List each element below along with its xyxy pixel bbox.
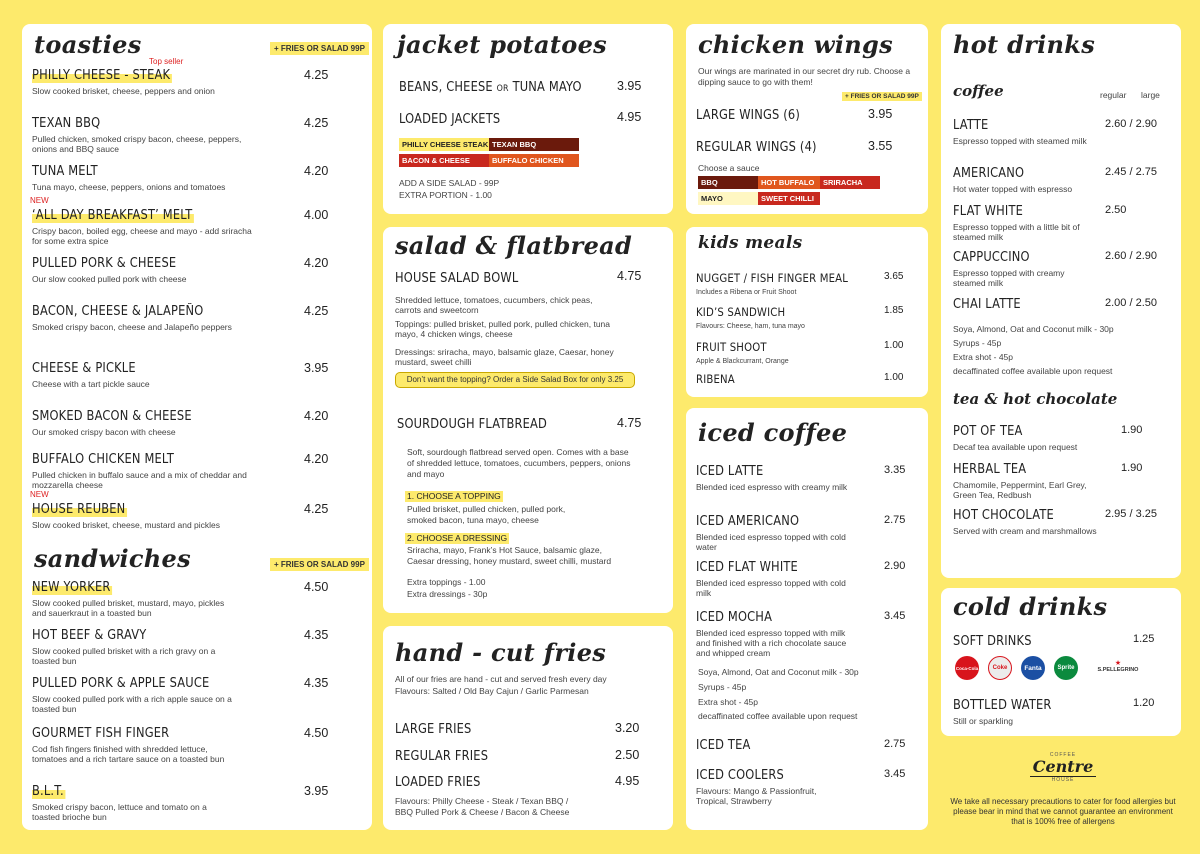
item-name: ICED AMERICANO (696, 514, 800, 529)
item-name: AMERICANO (953, 166, 1025, 181)
item-desc: Cheese with a tart pickle sauce (32, 379, 150, 389)
toasties-title: toasties (34, 30, 142, 59)
regular-label: regular (1100, 90, 1127, 100)
item-name: FRUIT SHOOT (696, 340, 767, 354)
item-name: BEANS, CHEESE OR TUNA MAYO (399, 80, 582, 95)
menu-item (32, 782, 232, 822)
menu-item (32, 206, 262, 246)
item-desc: Espresso topped with steamed milk (953, 136, 1087, 146)
salad-title: salad & flatbread (395, 231, 633, 260)
pellegrino-logo: ★ S.PELLEGRINO (1087, 660, 1149, 676)
item-price: 1.90 (1121, 462, 1143, 474)
item-price: 2.75 (884, 738, 906, 750)
menu-item-flatbread (397, 415, 567, 433)
item-name: CHAI LATTE (953, 297, 1021, 312)
item-name: KID’S SANDWICH (696, 305, 786, 319)
toasties-fries-badge: + FRIES OR SALAD 99P (270, 42, 369, 55)
menu-item (32, 254, 262, 284)
item-name: REGULAR WINGS (4) (696, 140, 817, 155)
menu-item (696, 138, 866, 156)
menu-item (32, 724, 232, 764)
extra-portion-note: EXTRA PORTION - 1.00 (399, 190, 492, 200)
item-price: 2.45 / 2.75 (1105, 166, 1157, 178)
item-price: 4.95 (615, 774, 640, 788)
item-desc: Cod fish fingers finished with shredded lettuce, tomatoes and a rich tartare sauce on a toasted bun (32, 744, 225, 764)
step-dressing-label: 2. CHOOSE A DRESSING (407, 533, 508, 543)
item-price: 4.25 (304, 304, 329, 318)
item-name: HOUSE SALAD BOWL (395, 271, 519, 286)
chicken-wings-card (686, 24, 928, 214)
new-tag-reuben: NEW (30, 490, 49, 499)
item-price: 2.00 / 2.50 (1105, 297, 1157, 309)
item-price: 4.25 (304, 68, 329, 82)
menu-item (32, 162, 262, 192)
item-name: HOT BEEF & GRAVY (32, 628, 147, 643)
sauce-sweet-chilli: SWEET CHILLI (758, 192, 820, 205)
item-price: 3.95 (868, 107, 893, 121)
iced-coffee-card (686, 408, 928, 830)
item-price: 1.00 (884, 372, 904, 383)
item-name: HOT CHOCOLATE (953, 508, 1054, 523)
step-topping-desc: Pulled brisket, pulled chicken, pulled pork, smoked bacon, tuna mayo, cheese (407, 504, 566, 525)
item-desc: Our smoked crispy bacon with cheese (32, 427, 176, 437)
hot-decaf-note: decaffinated coffee available upon request (953, 366, 1113, 376)
iced-milk-note: Soya, Almond, Oat and Coconut milk - 30p (698, 667, 859, 677)
menu-item (32, 450, 262, 490)
item-price: 1.25 (1133, 633, 1155, 645)
item-desc: Blended iced espresso topped with cold water (696, 532, 846, 552)
cold-drinks-card (941, 588, 1181, 736)
item-price: 3.35 (884, 464, 906, 476)
item-price: 1.20 (1133, 697, 1155, 709)
item-desc: Shredded lettuce, tomatoes, cucumbers, chick peas, carrots and sweetcorn (395, 295, 593, 315)
item-name: HOUSE REUBEN (32, 502, 126, 517)
menu-item (696, 106, 866, 124)
menu-item (395, 773, 595, 791)
wings-fries-badge: + FRIES OR SALAD 99P (842, 92, 922, 101)
menu-item (395, 720, 595, 738)
item-desc: Slow cooked pulled brisket, mustard, mayo, pickles and sauerkraut in a toasted bun (32, 598, 225, 618)
item-price: 2.90 (884, 560, 906, 572)
iced-decaf-note: decaffinated coffee available upon request (698, 711, 858, 721)
side-salad-note: ADD A SIDE SALAD - 99P (399, 178, 500, 188)
item-price: 3.20 (615, 721, 640, 735)
item-name: TUNA MELT (32, 164, 98, 179)
item-name: PULLED PORK & CHEESE (32, 256, 177, 271)
kids-meals-card (686, 227, 928, 397)
menu-item (696, 608, 856, 658)
item-desc: Espresso topped with a little bit of steamed milk (953, 222, 1080, 242)
toasties-card (22, 24, 372, 830)
wings-intro: Our wings are marinated in our secret dry rub. Choose a dipping sauce to go with them! (698, 66, 911, 87)
loaded-fries-desc: Flavours: Philly Cheese - Steak / Texan BBQ / BBQ Pulled Pork & Cheese / Bacon & Cheese (395, 796, 570, 817)
iced-syrups-note: Syrups - 45p (698, 682, 747, 692)
item-price: 3.95 (304, 784, 329, 798)
item-price: 4.20 (304, 164, 329, 178)
fanta-logo: Fanta (1021, 656, 1045, 680)
item-desc: Smoked crispy bacon, lettuce and tomato on a toasted brioche bun (32, 802, 207, 822)
menu-item-iced-tea (696, 736, 758, 754)
item-name: GOURMET FISH FINGER (32, 726, 170, 741)
hot-syrups-note: Syrups - 45p (953, 338, 1002, 348)
item-price: 2.60 / 2.90 (1105, 250, 1157, 262)
item-name: CHEESE & PICKLE (32, 361, 136, 376)
pellegrino-text: S.PELLEGRINO (1097, 667, 1139, 673)
menu-item (32, 302, 262, 332)
item-price: 4.25 (304, 502, 329, 516)
kids-title: kids meals (698, 233, 803, 253)
item-price: 4.20 (304, 256, 329, 270)
item-name: SMOKED BACON & CHEESE (32, 409, 192, 424)
item-name: REGULAR FRIES (395, 749, 489, 764)
new-tag-breakfast: NEW (30, 196, 49, 205)
logo-bottom-text: HOUSE (1051, 777, 1075, 783)
logo-top-text: COFFEE (1049, 752, 1077, 758)
menu-item-house-salad (395, 269, 615, 367)
item-name: LOADED FRIES (395, 775, 481, 790)
fries-card (383, 626, 673, 830)
item-price: 1.85 (884, 305, 904, 316)
sandwiches-title: sandwiches (34, 544, 191, 573)
item-price: 4.35 (304, 628, 329, 642)
item-price: 2.50 (1105, 204, 1127, 216)
menu-item (32, 674, 232, 714)
logo-name: Centre (1030, 758, 1096, 777)
menu-item (696, 558, 856, 598)
item-desc: Flavours: Cheese, ham, tuna mayo (696, 323, 805, 330)
sandwiches-fries-badge: + FRIES OR SALAD 99P (270, 558, 369, 571)
item-price: 4.35 (304, 676, 329, 690)
menu-item (953, 295, 1093, 313)
menu-item (953, 422, 1103, 452)
item-desc: Tuna mayo, cheese, peppers, onions and tomatoes (32, 182, 226, 192)
item-desc: Pulled chicken in buffalo sauce and a mix of cheddar and mozzarella cheese (32, 470, 247, 490)
item-name: LATTE (953, 118, 989, 133)
item-desc: Blended iced espresso topped with cold milk (696, 578, 846, 598)
sauce-sriracha: SRIRACHA (820, 176, 880, 189)
item-name: ICED MOCHA (696, 610, 773, 625)
item-name: ‘ALL DAY BREAKFAST’ MELT (32, 208, 193, 223)
sauce-label: Choose a sauce (698, 163, 760, 173)
coffee-centre-logo (1030, 752, 1096, 796)
item-price: 1.90 (1121, 424, 1143, 436)
item-price: 3.65 (884, 271, 904, 282)
item-price: 4.75 (617, 269, 642, 283)
item-price: 3.55 (868, 139, 893, 153)
item-price: 2.95 / 3.25 (1105, 508, 1157, 520)
item-price: 4.20 (304, 452, 329, 466)
fries-title: hand - cut fries (395, 638, 607, 667)
item-price: 4.50 (304, 726, 329, 740)
extra-toppings: Extra toppings - 1.00 (407, 577, 486, 587)
item-desc: Chamomile, Peppermint, Earl Grey, Green Tea, Redbush (953, 480, 1087, 500)
item-name: LOADED JACKETS (399, 112, 501, 127)
step-topping-label: 1. CHOOSE A TOPPING (407, 491, 501, 501)
item-name: SOURDOUGH FLATBREAD (397, 417, 548, 432)
menu-item (395, 747, 595, 765)
toppings-desc: Toppings: pulled brisket, pulled pork, pulled chicken, tuna mayo, 4 chicken wings, cheese (395, 319, 610, 339)
tea-subtitle: tea & hot chocolate (953, 390, 1118, 408)
extra-dressings: Extra dressings - 30p (407, 589, 488, 599)
item-desc: Slow cooked brisket, cheese, peppers and onion (32, 86, 215, 96)
item-desc: Served with cream and marshmallows (953, 526, 1097, 536)
coffee-subtitle: coffee (953, 82, 1004, 100)
cold-title: cold drinks (953, 592, 1108, 621)
item-desc: Decaf tea available upon request (953, 442, 1078, 452)
item-desc: Crispy bacon, boiled egg, cheese and mayo - add sriracha for some extra spice (32, 226, 252, 246)
item-name: ICED FLAT WHITE (696, 560, 798, 575)
menu-item (696, 462, 856, 492)
item-name: BUFFALO CHICKEN MELT (32, 452, 175, 467)
sauce-hot-buffalo: HOT BUFFALO (758, 176, 820, 189)
item-name: LARGE WINGS (6) (696, 108, 800, 123)
jacket-title: jacket potatoes (397, 30, 607, 59)
top-seller-tag: Top seller (149, 57, 184, 66)
sauce-mayo: MAYO (698, 192, 758, 205)
item-name: FLAT WHITE (953, 204, 1024, 219)
item-price: 3.45 (884, 610, 906, 622)
item-desc: Flavours: Mango & Passionfruit, Tropical, Strawberry (696, 786, 817, 806)
item-name: ICED LATTE (696, 464, 764, 479)
step-dressing-desc: Sriracha, mayo, Frank’s Hot Sauce, balsamic glaze, Caesar dressing, honey mustard, sweet chilli, mustard (407, 545, 612, 566)
item-price: 4.25 (304, 116, 329, 130)
hot-title: hot drinks (953, 30, 1096, 59)
item-name: B.L.T. (32, 784, 64, 799)
item-price: 4.75 (617, 416, 642, 430)
menu-item-beans-cheese (399, 78, 607, 96)
wings-title: chicken wings (698, 30, 893, 59)
menu-item (696, 338, 876, 367)
item-name: SOFT DRINKS (953, 634, 1032, 649)
item-name: ICED COOLERS (696, 768, 784, 783)
iced-title: iced coffee (698, 418, 848, 447)
item-price: 4.50 (304, 580, 329, 594)
dressings-desc: Dressings: sriracha, mayo, balsamic glaze, Caesar, honey mustard, sweet chilli (395, 347, 614, 367)
item-name: CAPPUCCINO (953, 250, 1030, 265)
flatbread-desc: Soft, sourdough flatbread served open. Comes with a base of shredded lettuce, tomatoes, cucumbers, peppers, onions and mayo (407, 447, 631, 479)
menu-item (953, 116, 1093, 146)
menu-item (953, 248, 1093, 288)
item-price: 4.00 (304, 208, 329, 222)
item-desc: Slow cooked pulled brisket with a rich gravy on a toasted bun (32, 646, 216, 666)
menu-item (953, 202, 1093, 242)
menu-item-soft-drinks (953, 632, 1042, 650)
menu-item (696, 512, 856, 552)
item-name: NUGGET / FISH FINGER MEAL (696, 271, 849, 285)
item-desc: Espresso topped with creamy steamed milk (953, 268, 1065, 288)
item-name: NEW YORKER (32, 580, 111, 595)
fries-intro: All of our fries are hand - cut and served fresh every day (395, 674, 607, 684)
sauce-bbq: BBQ (698, 176, 758, 189)
item-name: BACON, CHEESE & JALAPEÑO (32, 304, 204, 319)
chip-philly: PHILLY CHEESE STEAK (399, 138, 489, 151)
menu-item-loaded-jackets (399, 110, 514, 128)
salad-flatbread-card (383, 227, 673, 613)
chip-buffalo: BUFFALO CHICKEN (489, 154, 579, 167)
item-desc: Our slow cooked pulled pork with cheese (32, 274, 187, 284)
menu-item (32, 578, 232, 618)
menu-item-iced-coolers (696, 766, 846, 806)
menu-item (696, 303, 876, 332)
item-price: 2.60 / 2.90 (1105, 118, 1157, 130)
menu-item-bottled-water (953, 696, 1065, 726)
item-name: PULLED PORK & APPLE SAUCE (32, 676, 210, 691)
item-desc: Hot water topped with espresso (953, 184, 1073, 194)
item-name: BOTTLED WATER (953, 698, 1052, 713)
menu-item (32, 114, 262, 154)
menu-item (32, 66, 262, 96)
hot-milk-note: Soya, Almond, Oat and Coconut milk - 30p (953, 324, 1114, 334)
item-name: HERBAL TEA (953, 462, 1027, 477)
allergy-notice: We take all necessary precautions to cater for food allergies but please bear in mind that we cannot guarantee an environment that is 100% free of allergens (950, 797, 1176, 826)
item-desc: Slow cooked pulled pork with a rich apple sauce on a toasted bun (32, 694, 232, 714)
menu-item (32, 407, 262, 437)
coca-cola-logo: Coca-Cola (955, 656, 979, 680)
item-price: 2.75 (884, 514, 906, 526)
item-price: 4.20 (304, 409, 329, 423)
item-price: 4.95 (617, 110, 642, 124)
item-name: POT OF TEA (953, 424, 1023, 439)
item-name: LARGE FRIES (395, 722, 472, 737)
item-name: ICED TEA (696, 738, 751, 753)
item-desc: Apple & Blackcurrant, Orange (696, 358, 789, 365)
menu-item (953, 164, 1093, 194)
side-salad-box-note: Don’t want the topping? Order a Side Salad Box for only 3.25 (395, 372, 635, 388)
item-desc: Blended iced espresso with creamy milk (696, 482, 848, 492)
jacket-potatoes-card (383, 24, 673, 214)
item-name: TEXAN BBQ (32, 116, 101, 131)
menu-item (696, 370, 876, 388)
item-price: 3.95 (304, 361, 329, 375)
fries-flavours: Flavours: Salted / Old Bay Cajun / Garlic Parmesan (395, 686, 589, 696)
sprite-logo: Sprite (1054, 656, 1078, 680)
hot-drinks-card (941, 24, 1181, 578)
hot-shot-note: Extra shot - 45p (953, 352, 1014, 362)
item-desc: Smoked crispy bacon, cheese and Jalapeño peppers (32, 322, 232, 332)
menu-item (953, 460, 1103, 500)
item-price: 2.50 (615, 748, 640, 762)
large-label: large (1141, 90, 1160, 100)
item-desc: Still or sparkling (953, 716, 1013, 726)
item-desc: Slow cooked brisket, cheese, mustard and pickles (32, 520, 221, 530)
coke-zero-logo: Coke (988, 656, 1012, 680)
chip-texan: TEXAN BBQ (489, 138, 579, 151)
item-price: 3.95 (617, 79, 642, 93)
item-desc: Includes a Ribena or Fruit Shoot (696, 289, 797, 296)
item-desc: Blended iced espresso topped with milk and finished with a rich chocolate sauce and whipped cream (696, 628, 847, 658)
menu-item (696, 269, 876, 298)
menu-item (32, 500, 262, 530)
iced-shot-note: Extra shot - 45p (698, 697, 759, 707)
item-name: PHILLY CHEESE - STEAK (32, 68, 171, 83)
menu-item (953, 506, 1103, 536)
item-name: RIBENA (696, 372, 735, 386)
item-price: 1.00 (884, 340, 904, 351)
item-desc: Pulled chicken, smoked crispy bacon, cheese, peppers, onions and BBQ sauce (32, 134, 242, 154)
menu-item (32, 626, 232, 666)
chip-bacon: BACON & CHEESE (399, 154, 489, 167)
item-price: 3.45 (884, 768, 906, 780)
menu-item (32, 359, 262, 389)
